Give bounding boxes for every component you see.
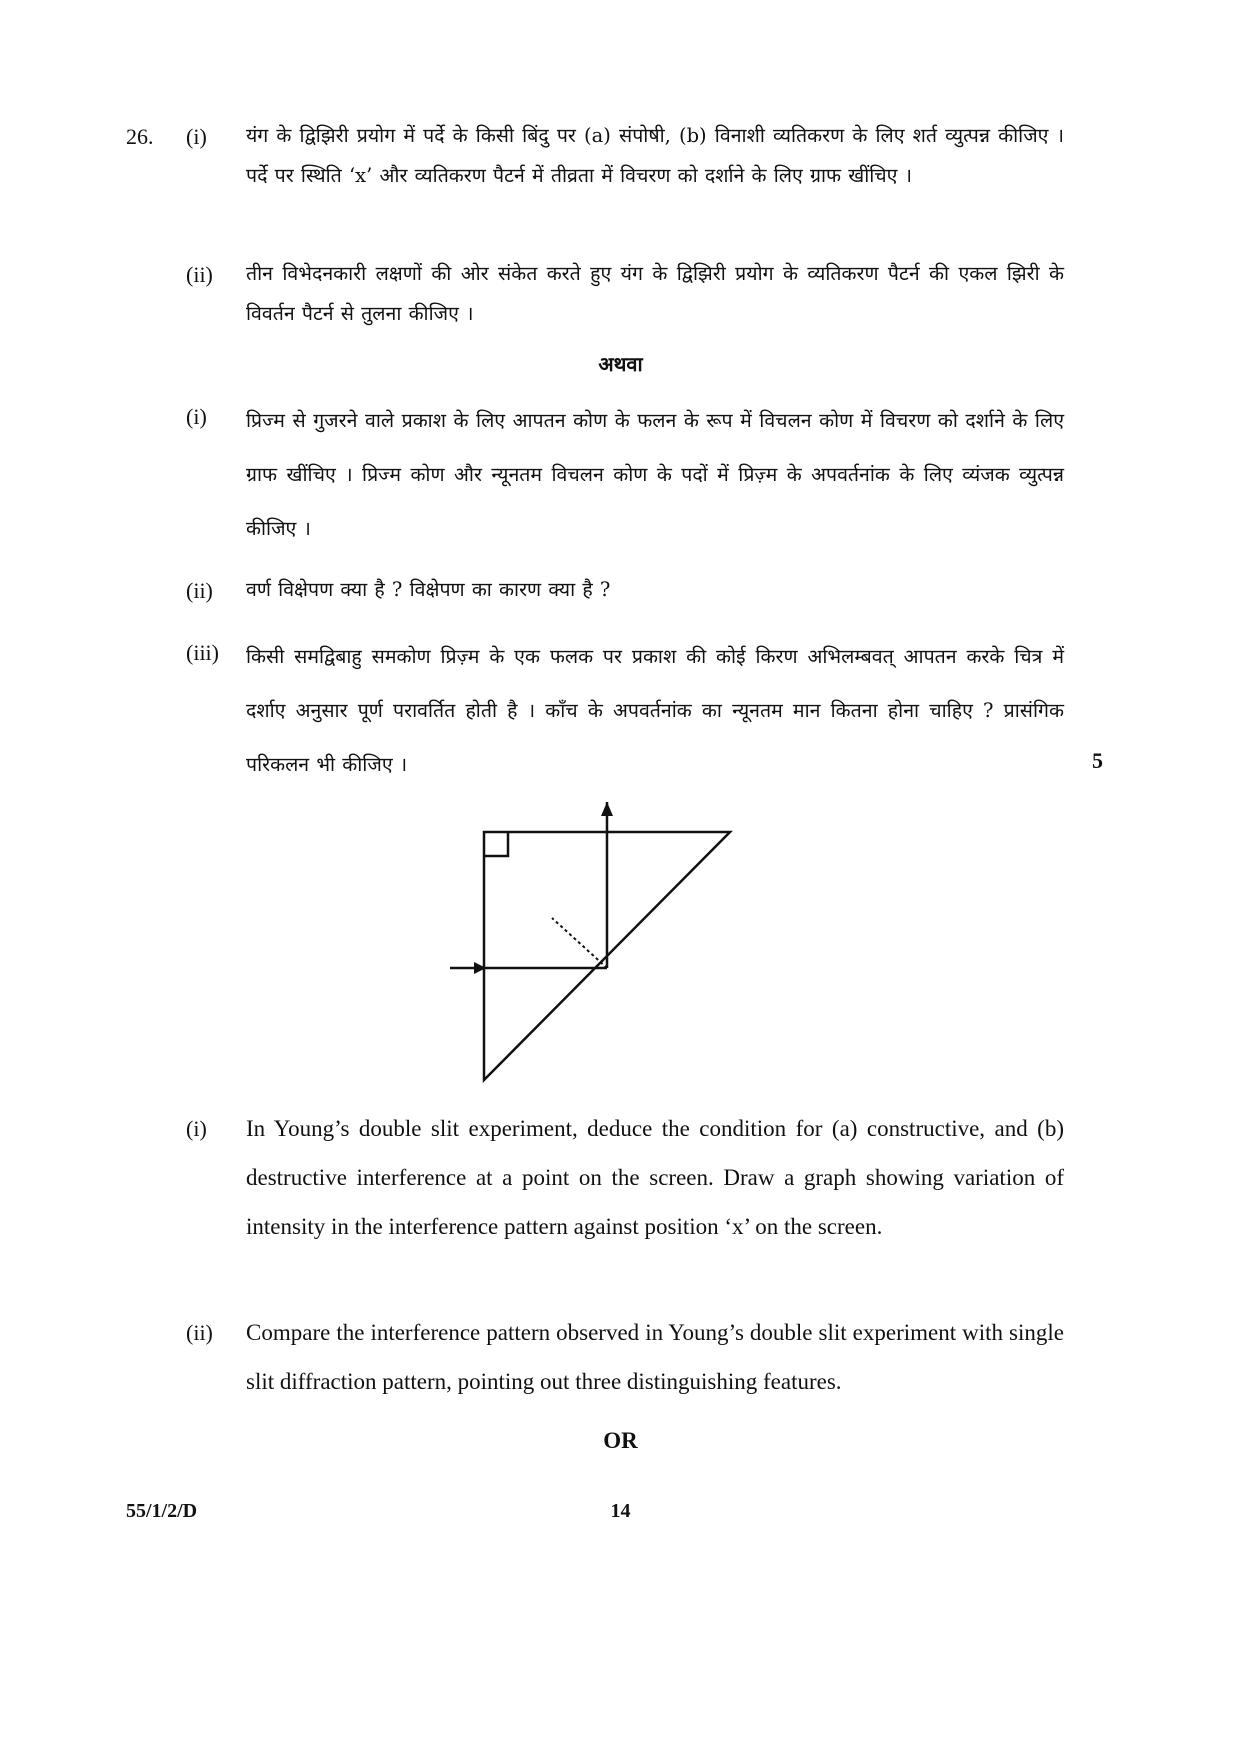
part-text: वर्ण विक्षेपण क्या है ? विक्षेपण का कारण क्या है ? (246, 578, 611, 601)
question-number: 26. (126, 124, 154, 149)
part-text: Compare the interference pattern observed in Young’s double slit experiment with single slit diffraction pattern, pointing out three distinguishing features. (246, 1320, 1064, 1394)
part-text: यंग के द्विझिरी प्रयोग में पर्दे के किसी बिंदु पर (a) संपोषी, (b) विनाशी व्यतिकरण के लिए शर्त व्युत्पन्न कीजिए । पर्दे पर स्थिति ‘x’ और व्यतिकरण पैटर्न में तीव्रता में विचरण को दर्शाने के लिए ग्राफ खींचिए । (246, 124, 1064, 187)
emergent-arrowhead (601, 802, 613, 816)
prism-ray-diagram (440, 800, 760, 1100)
part-text: प्रिज्म से गुजरने वाले प्रकाश के लिए आपतन कोण के फलन के रूप में विचलन कोण में विचरण को दर्शाने के लिए ग्राफ खींचिए । प्रिज्म कोण और न्यूनतम विचलन कोण के पदों में प्रिज़्म के अपवर्तनांक के लिए व्यंजक व्युत्पन्न कीजिए । (246, 409, 1064, 540)
part-label: (i) (186, 124, 207, 149)
or-heading-english: OR (603, 1428, 638, 1453)
paper-code: 55/1/2/D (126, 1500, 198, 1522)
part-text: किसी समद्विबाहु समकोण प्रिज़्म के एक फलक पर प्रकाश की कोई किरण अभिलम्बवत् आपतन करके चित्र में दर्शाए अनुसार पूर्ण परावर्तित होती है । काँच के अपवर्तनांक का न्यूनतम मान कितना होना चाहिए ? प्रासंगिक परिकलन भी कीजिए । (246, 645, 1064, 776)
part-label: (ii) (186, 262, 213, 287)
right-angle-marker (484, 832, 508, 856)
part-label: (ii) (186, 578, 213, 603)
part-label: (i) (186, 404, 207, 429)
part-label: (ii) (186, 1320, 213, 1345)
normal-line (552, 918, 607, 968)
part-label: (i) (186, 1116, 207, 1141)
part-label: (iii) (186, 640, 219, 665)
page-number: 14 (610, 1500, 631, 1522)
part-text: In Young’s double slit experiment, deduce the condition for (a) constructive, and (b) destructive interference at a point on the screen. Draw a graph showing variation of intensity in the interference pattern against position ‘x’ on the screen. (246, 1116, 1064, 1239)
marks: 5 (1092, 748, 1103, 773)
part-text: तीन विभेदनकारी लक्षणों की ओर संकेत करते हुए यंग के द्विझिरी प्रयोग के व्यतिकरण पैटर्न की एकल झिरी के विवर्तन पैटर्न से तुलना कीजिए । (246, 262, 1064, 325)
or-heading-hindi: अथवा (598, 352, 643, 376)
